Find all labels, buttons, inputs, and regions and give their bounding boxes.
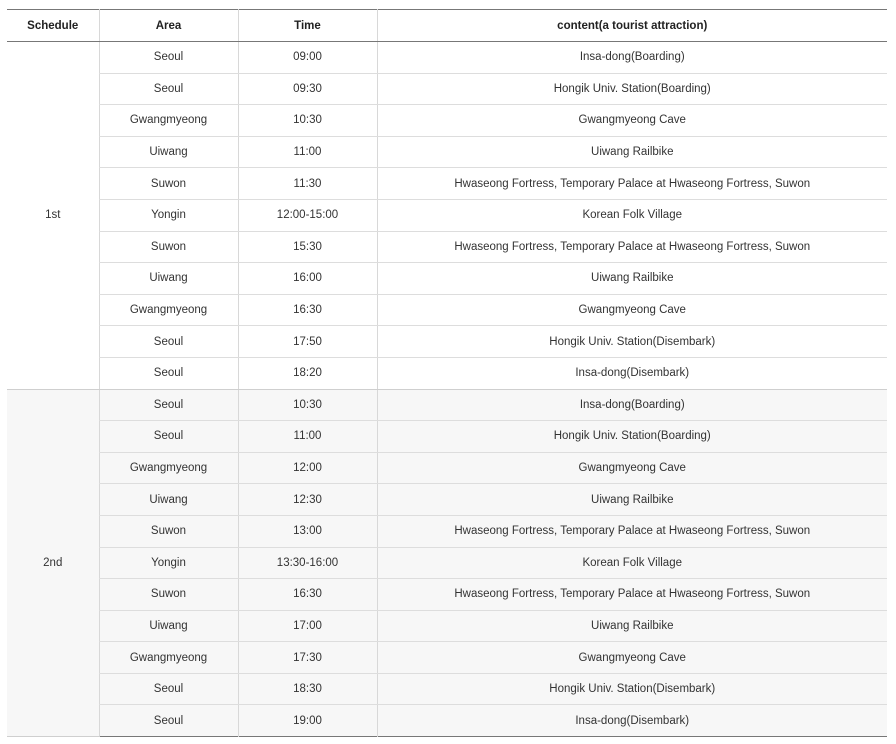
content-cell: Hongik Univ. Station(Disembark): [377, 673, 887, 705]
area-cell: Seoul: [99, 673, 238, 705]
time-cell: 09:30: [238, 73, 377, 105]
content-cell: Insa-dong(Disembark): [377, 705, 887, 737]
time-cell: 13:00: [238, 515, 377, 547]
schedule-table-container: [7, 9, 887, 737]
content-cell: Uiwang Railbike: [377, 484, 887, 516]
table-row: [7, 42, 887, 74]
area-cell: Gwangmyeong: [99, 452, 238, 484]
header-time: Time: [238, 10, 377, 42]
time-cell: 11:30: [238, 168, 377, 200]
area-cell: Seoul: [99, 42, 238, 74]
time-cell: 09:00: [238, 42, 377, 74]
content-cell: Uiwang Railbike: [377, 610, 887, 642]
area-cell: Yongin: [99, 199, 238, 231]
content-cell: Hwaseong Fortress, Temporary Palace at Hwaseong Fortress, Suwon: [377, 168, 887, 200]
area-cell: Suwon: [99, 579, 238, 611]
time-cell: 17:50: [238, 326, 377, 358]
time-cell: 13:30-16:00: [238, 547, 377, 579]
time-cell: 17:00: [238, 610, 377, 642]
table-row: [7, 326, 887, 358]
content-cell: Insa-dong(Boarding): [377, 42, 887, 74]
table-row: [7, 105, 887, 137]
content-cell: Hwaseong Fortress, Temporary Palace at Hwaseong Fortress, Suwon: [377, 515, 887, 547]
time-cell: 18:30: [238, 673, 377, 705]
table-row: [7, 642, 887, 674]
table-row: [7, 673, 887, 705]
area-cell: Uiwang: [99, 610, 238, 642]
area-cell: Seoul: [99, 326, 238, 358]
area-cell: Suwon: [99, 231, 238, 263]
area-cell: Uiwang: [99, 136, 238, 168]
table-row: [7, 547, 887, 579]
area-cell: Seoul: [99, 73, 238, 105]
time-cell: 11:00: [238, 136, 377, 168]
table-row: [7, 231, 887, 263]
content-cell: Gwangmyeong Cave: [377, 452, 887, 484]
area-cell: Gwangmyeong: [99, 642, 238, 674]
time-cell: 17:30: [238, 642, 377, 674]
schedule-day-cell: 2nd: [7, 389, 99, 737]
header-schedule: Schedule: [7, 10, 99, 42]
time-cell: 12:00-15:00: [238, 199, 377, 231]
table-row: [7, 73, 887, 105]
content-cell: Gwangmyeong Cave: [377, 105, 887, 137]
table-row: [7, 610, 887, 642]
content-cell: Hongik Univ. Station(Boarding): [377, 73, 887, 105]
content-cell: Hwaseong Fortress, Temporary Palace at Hwaseong Fortress, Suwon: [377, 231, 887, 263]
time-cell: 18:20: [238, 357, 377, 389]
table-row: [7, 452, 887, 484]
time-cell: 16:00: [238, 263, 377, 295]
table-row: [7, 199, 887, 231]
content-cell: Insa-dong(Boarding): [377, 389, 887, 421]
content-cell: Korean Folk Village: [377, 547, 887, 579]
time-cell: 19:00: [238, 705, 377, 737]
table-row: [7, 294, 887, 326]
content-cell: Hongik Univ. Station(Boarding): [377, 421, 887, 453]
area-cell: Suwon: [99, 515, 238, 547]
area-cell: Gwangmyeong: [99, 105, 238, 137]
table-row: [7, 484, 887, 516]
area-cell: Seoul: [99, 705, 238, 737]
day-group-1st: [7, 42, 887, 390]
content-cell: Insa-dong(Disembark): [377, 357, 887, 389]
content-cell: Gwangmyeong Cave: [377, 642, 887, 674]
time-cell: 12:00: [238, 452, 377, 484]
table-row: [7, 136, 887, 168]
header-row: [7, 10, 887, 42]
table-row: [7, 515, 887, 547]
area-cell: Uiwang: [99, 263, 238, 295]
table-row: [7, 263, 887, 295]
content-cell: Korean Folk Village: [377, 199, 887, 231]
area-cell: Gwangmyeong: [99, 294, 238, 326]
table-row: [7, 705, 887, 737]
area-cell: Uiwang: [99, 484, 238, 516]
content-cell: Uiwang Railbike: [377, 136, 887, 168]
area-cell: Seoul: [99, 421, 238, 453]
schedule-day-cell: 1st: [7, 42, 99, 390]
day-group-2nd: [7, 389, 887, 737]
content-cell: Hwaseong Fortress, Temporary Palace at Hwaseong Fortress, Suwon: [377, 579, 887, 611]
time-cell: 10:30: [238, 105, 377, 137]
area-cell: Yongin: [99, 547, 238, 579]
table-row: [7, 389, 887, 421]
area-cell: Seoul: [99, 389, 238, 421]
header-area: Area: [99, 10, 238, 42]
time-cell: 11:00: [238, 421, 377, 453]
time-cell: 16:30: [238, 579, 377, 611]
time-cell: 15:30: [238, 231, 377, 263]
content-cell: Uiwang Railbike: [377, 263, 887, 295]
table-row: [7, 421, 887, 453]
schedule-table: [7, 9, 887, 737]
time-cell: 16:30: [238, 294, 377, 326]
content-cell: Hongik Univ. Station(Disembark): [377, 326, 887, 358]
table-row: [7, 579, 887, 611]
header-content: content(a tourist attraction): [377, 10, 887, 42]
table-row: [7, 168, 887, 200]
area-cell: Seoul: [99, 357, 238, 389]
time-cell: 10:30: [238, 389, 377, 421]
table-header: [7, 10, 887, 42]
content-cell: Gwangmyeong Cave: [377, 294, 887, 326]
table-row: [7, 357, 887, 389]
time-cell: 12:30: [238, 484, 377, 516]
area-cell: Suwon: [99, 168, 238, 200]
